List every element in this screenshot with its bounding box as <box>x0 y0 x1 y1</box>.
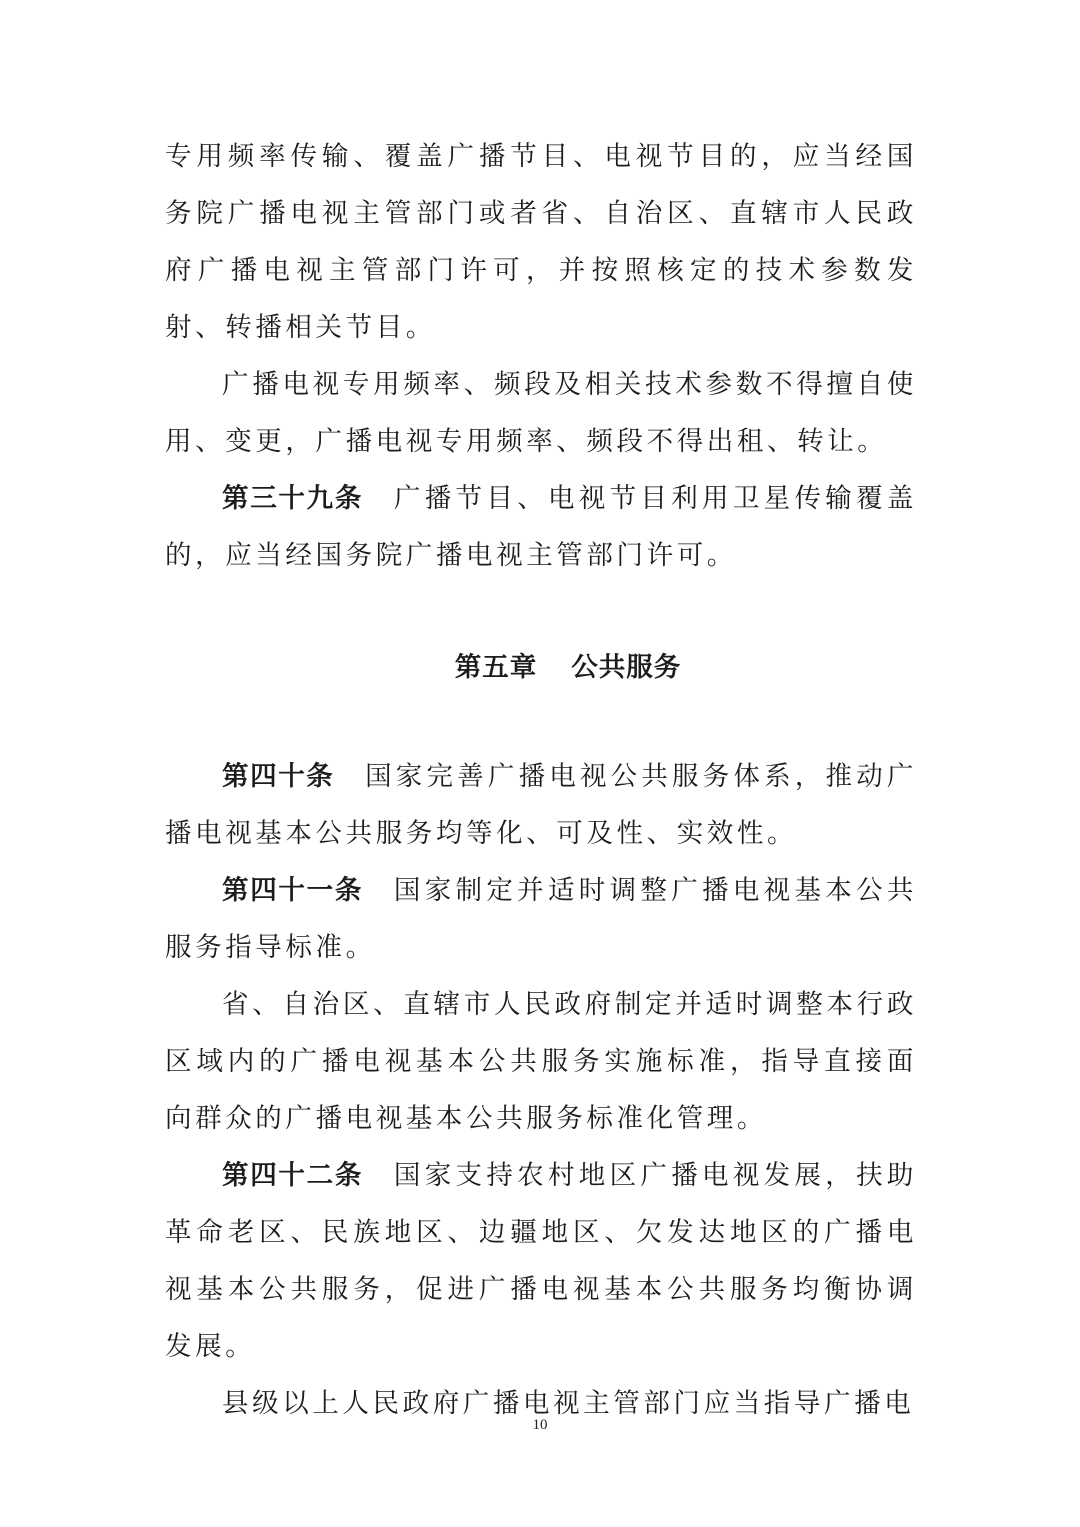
article-40-text: 国家完善广播电视公共服务体系，推动广播电视基本公共服务均等化、可及性、实效性。 <box>165 761 917 849</box>
paragraph-article-38-continued: 专用频率传输、覆盖广播节目、电视节目的，应当经国务院广播电视主管部门或者省、自治区、直辖市人民政府广播电视主管部门许可，并按照核定的技术参数发射、转播相关节目。 <box>165 141 917 343</box>
document-page <box>165 128 917 1432</box>
page-number: 10 <box>532 1417 548 1433</box>
paragraph-provincial-standards: 省、自治区、直辖市人民政府制定并适时调整本行政区域内的广播电视基本公共服务实施标准，指导直接面向群众的广播电视基本公共服务标准化管理。 <box>165 989 917 1134</box>
paragraph-article-42 <box>165 1147 917 1375</box>
paragraph-article-39 <box>165 470 917 584</box>
paragraph-county-guidance: 县级以上人民政府广播电视主管部门应当指导广播电 <box>222 1388 915 1419</box>
chapter-heading <box>165 639 917 696</box>
article-39-text: 广播节目、电视节目利用卫星传输覆盖的，应当经国务院广播电视主管部门许可。 <box>165 483 918 571</box>
paragraph-article-40 <box>165 748 917 862</box>
chapter-number: 第五章 <box>454 652 538 683</box>
paragraph-frequency-restriction: 广播电视专用频率、频段及相关技术参数不得擅自使用、变更，广播电视专用频率、频段不得出租、转让。 <box>165 369 917 457</box>
article-42-text: 国家支持农村地区广播电视发展，扶助革命老区、民族地区、边疆地区、欠发达地区的广播电视基本公共服务，促进广播电视基本公共服务均衡协调发展。 <box>165 1160 918 1362</box>
article-40-heading: 第四十条 <box>222 761 335 792</box>
article-42-heading: 第四十二条 <box>222 1160 364 1191</box>
article-41-heading: 第四十一条 <box>222 875 364 906</box>
paragraph-article-41 <box>165 862 917 976</box>
article-39-heading: 第三十九条 <box>222 483 364 514</box>
article-41-text: 国家制定并适时调整广播电视基本公共服务指导标准。 <box>165 875 918 963</box>
chapter-title: 公共服务 <box>571 652 682 683</box>
